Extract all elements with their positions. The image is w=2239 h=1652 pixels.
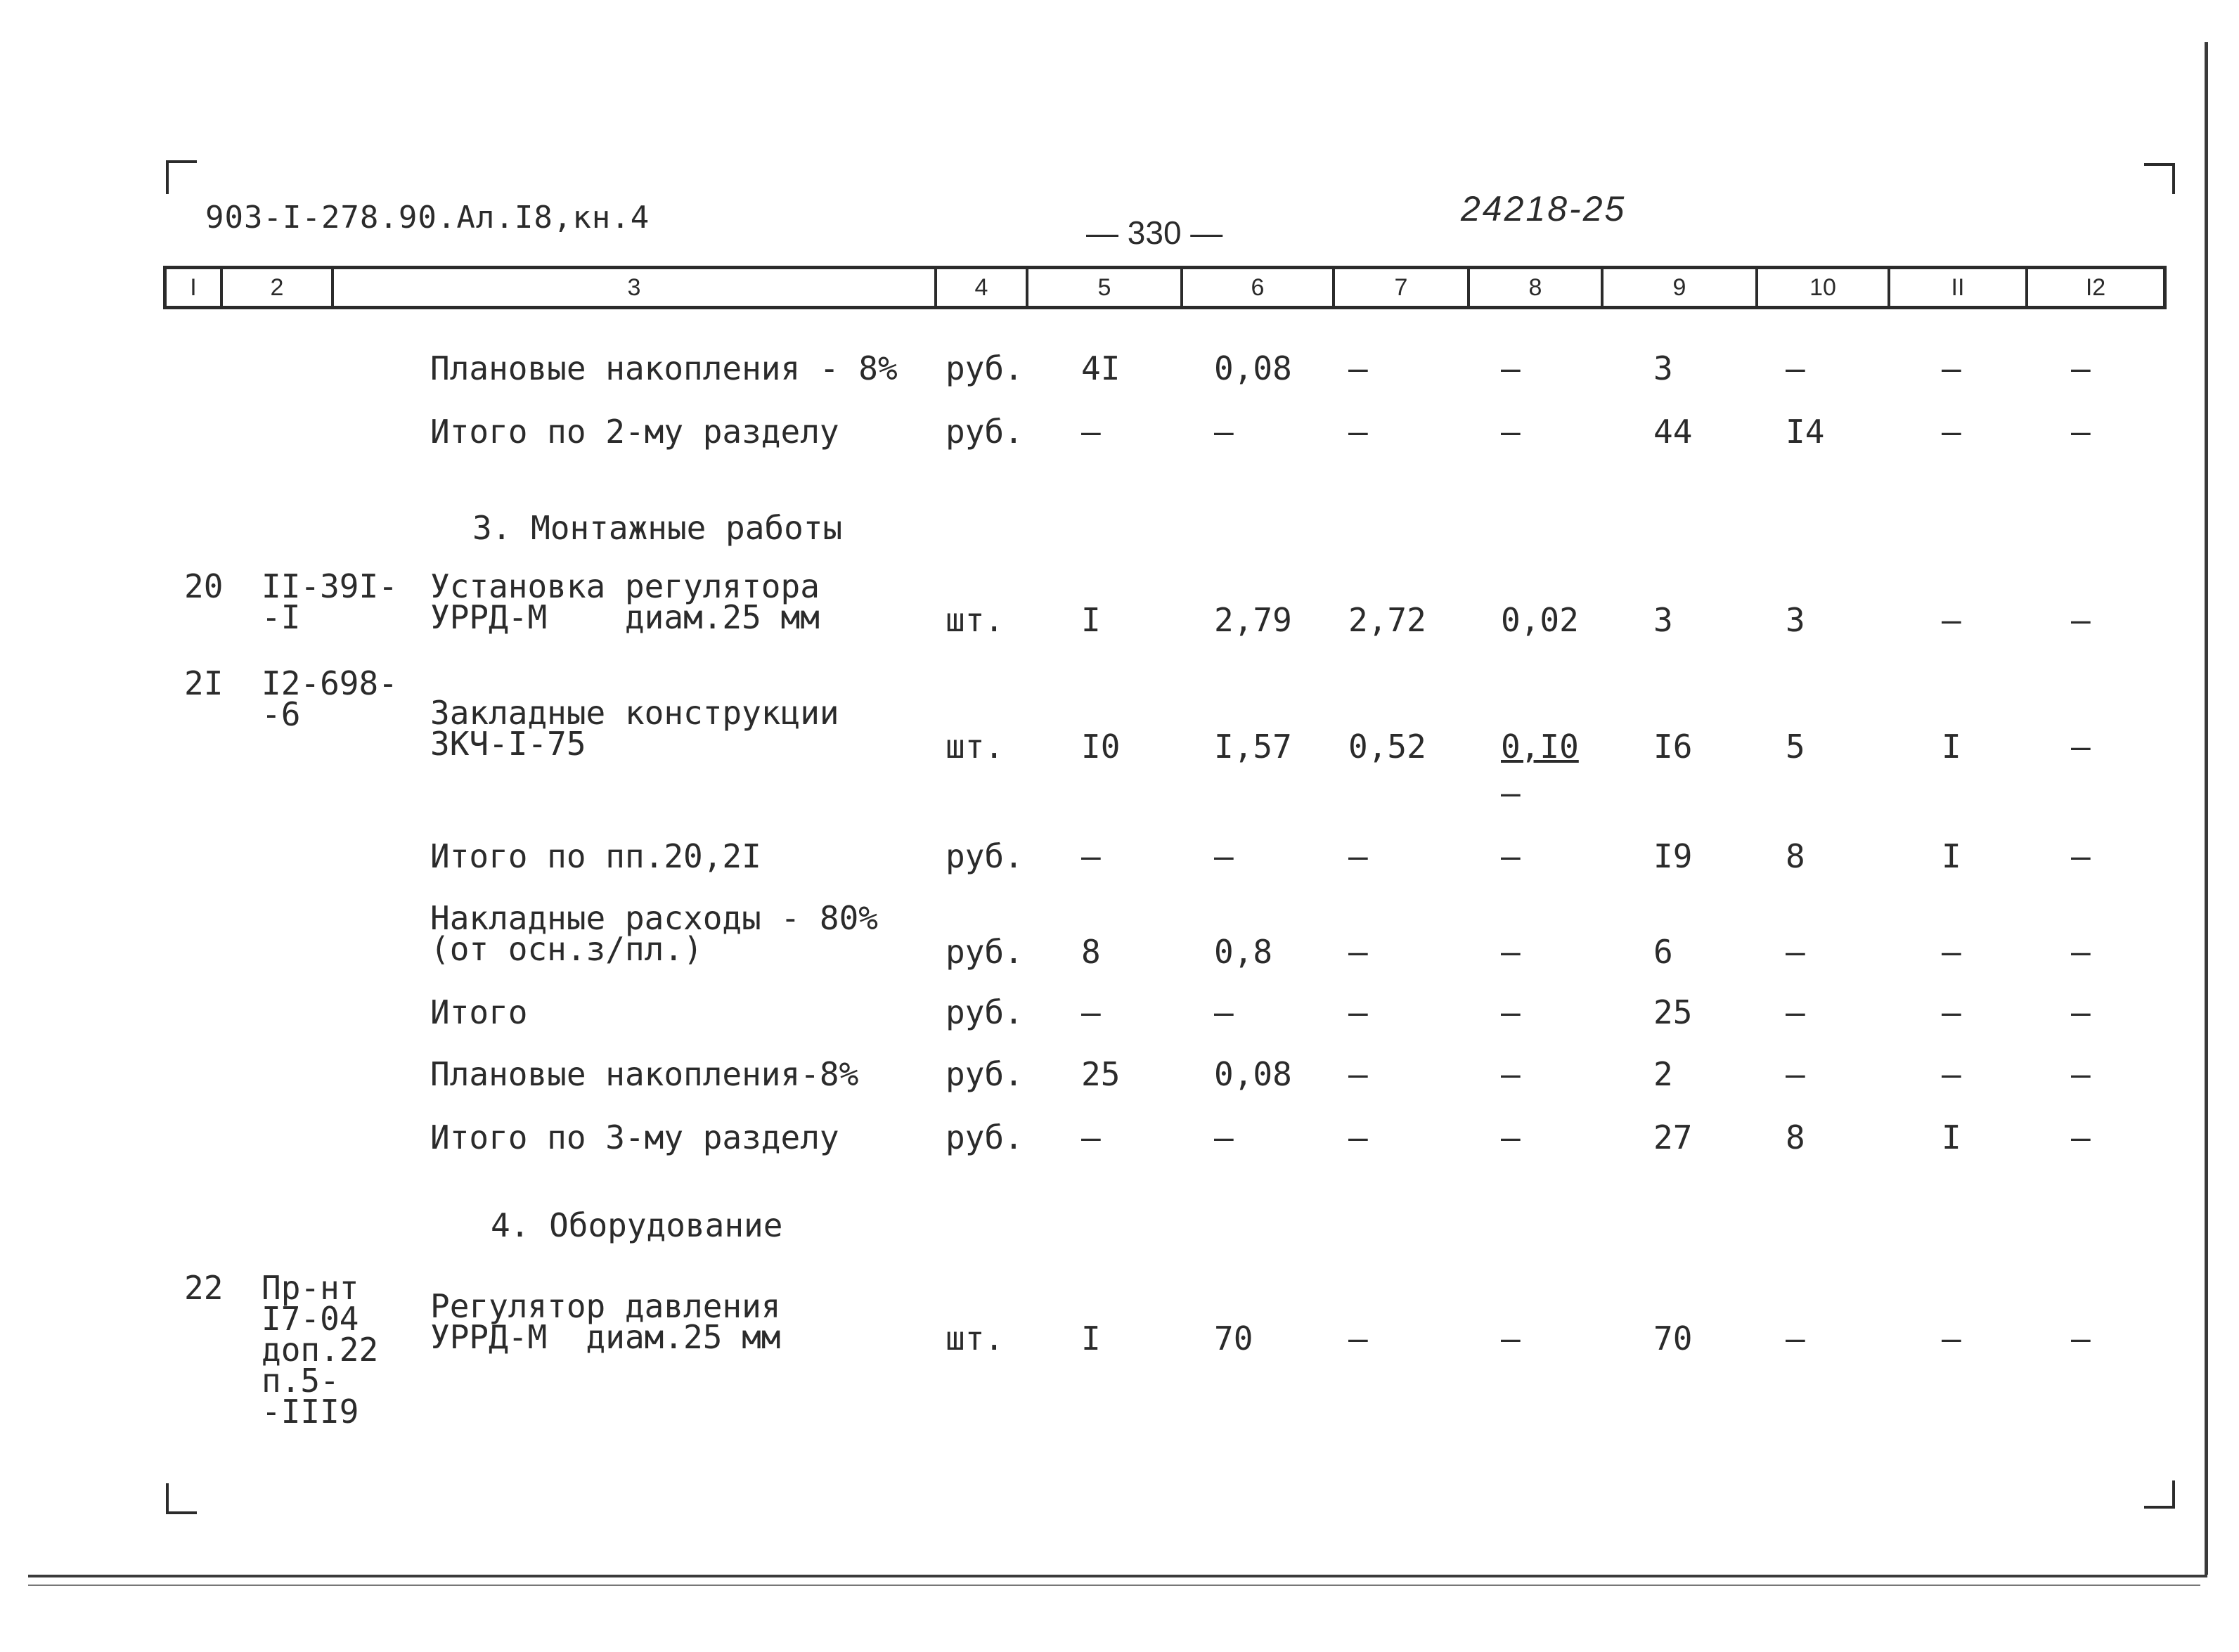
row-col8: –: [1501, 1118, 1521, 1156]
row-unit: руб.: [946, 413, 1024, 451]
row-col8-subvalue: –: [1501, 774, 1521, 812]
column-number-header: [163, 266, 2167, 309]
row-description: Плановые накопления-8%: [430, 1055, 859, 1093]
row-col10: –: [1786, 349, 1805, 387]
row-col6: –: [1214, 413, 1234, 451]
row-code: II-39I- -I: [262, 567, 398, 636]
column-header: I: [167, 269, 223, 306]
row-col11: I: [1942, 1118, 1961, 1156]
row-col12: –: [2071, 1055, 2091, 1093]
row-col12: –: [2071, 601, 2091, 639]
row-col6: 70: [1214, 1319, 1253, 1357]
row-col5: –: [1081, 413, 1101, 451]
row-description: Закладные конструкции ЗКЧ-I-75: [430, 694, 839, 763]
section-title-installation: 3. Монтажные работы: [472, 509, 843, 547]
row-col10: 8: [1786, 1118, 1805, 1156]
page-number: — 330 —: [1086, 214, 1223, 251]
row-col9: 3: [1653, 349, 1673, 387]
row-col9: 27: [1653, 1118, 1693, 1156]
row-description: Итого: [430, 993, 528, 1031]
inventory-number: 24218-25: [1461, 189, 1627, 228]
row-description: Регулятор давления УРРД-М диам.25 мм: [430, 1287, 781, 1356]
row-col6: 0,8: [1214, 933, 1273, 971]
row-unit: шт.: [946, 1319, 1005, 1357]
column-header: I2: [2085, 273, 2106, 301]
row-unit: шт.: [946, 601, 1005, 639]
row-code: I2-698- -6: [262, 664, 398, 733]
corner-mark-top-right: [2144, 163, 2175, 194]
row-col10: 8: [1786, 837, 1805, 875]
row-col5: 4I: [1081, 349, 1121, 387]
row-col12: –: [2071, 933, 2091, 971]
column-header: II: [1890, 269, 2028, 306]
row-col8: –: [1501, 1319, 1521, 1357]
row-col8: –: [1501, 933, 1521, 971]
row-col11: –: [1942, 349, 1961, 387]
corner-mark-bottom-right: [2144, 1480, 2175, 1509]
row-unit: руб.: [946, 933, 1024, 971]
row-col9: 44: [1653, 413, 1693, 451]
row-col9: 3: [1653, 601, 1673, 639]
row-col11: –: [1942, 601, 1961, 639]
row-col7: 0,52: [1348, 728, 1426, 766]
row-number: 2I: [184, 664, 224, 702]
row-col10: 5: [1786, 728, 1805, 766]
row-col11: –: [1942, 933, 1961, 971]
column-header: 7: [1335, 269, 1470, 306]
row-col11: I: [1942, 837, 1961, 875]
row-col5: I: [1081, 601, 1101, 639]
row-description: Накладные расходы - 80% (от осн.з/пл.): [430, 899, 878, 968]
row-col12: –: [2071, 1118, 2091, 1156]
corner-mark-bottom-left: [166, 1483, 197, 1514]
row-col9: I6: [1653, 728, 1693, 766]
row-col8: 0,02: [1501, 601, 1579, 639]
row-unit: шт.: [946, 728, 1005, 766]
row-col5: –: [1081, 1118, 1101, 1156]
row-col7: –: [1348, 413, 1368, 451]
row-col5: –: [1081, 837, 1101, 875]
row-col10: –: [1786, 1055, 1805, 1093]
row-col8: –: [1501, 837, 1521, 875]
row-col5: 8: [1081, 933, 1101, 971]
row-col5: –: [1081, 993, 1101, 1031]
row-col6: –: [1214, 837, 1234, 875]
row-col12: –: [2071, 837, 2091, 875]
column-header: 4: [937, 269, 1028, 306]
row-unit: руб.: [946, 1118, 1024, 1156]
row-col12: –: [2071, 413, 2091, 451]
row-unit: руб.: [946, 349, 1024, 387]
row-number: 20: [184, 567, 224, 605]
row-col9: 6: [1653, 933, 1673, 971]
row-col11: –: [1942, 993, 1961, 1031]
row-col7: –: [1348, 993, 1368, 1031]
row-col7: –: [1348, 837, 1368, 875]
row-col8: –: [1501, 993, 1521, 1031]
row-col5: I0: [1081, 728, 1121, 766]
page-edge-right: [2205, 42, 2208, 1575]
row-col12: –: [2071, 349, 2091, 387]
row-col6: 0,08: [1214, 1055, 1292, 1093]
document-code: 903-I-278.90.Ал.I8,кн.4: [205, 200, 650, 235]
section-title-equipment: 4. Оборудование: [491, 1206, 783, 1244]
column-header: 8: [1470, 269, 1604, 306]
row-col10: –: [1786, 933, 1805, 971]
row-col12: –: [2071, 728, 2091, 766]
row-col8: 0,I0: [1501, 728, 1579, 766]
row-col7: –: [1348, 933, 1368, 971]
row-code: Пр-нт I7-04 доп.22 п.5- -III9: [262, 1269, 379, 1431]
column-header: 10: [1758, 269, 1890, 306]
row-description: Итого по 2-му разделу: [430, 413, 839, 451]
row-description: Итого по 3-му разделу: [430, 1118, 839, 1156]
row-col6: 2,79: [1214, 601, 1292, 639]
corner-mark-top-left: [166, 160, 197, 194]
row-number: 22: [184, 1269, 224, 1307]
row-col10: 3: [1786, 601, 1805, 639]
column-header: 9: [1604, 269, 1758, 306]
row-unit: руб.: [946, 837, 1024, 875]
row-unit: руб.: [946, 1055, 1024, 1093]
row-col7: –: [1348, 349, 1368, 387]
row-col8: –: [1501, 1055, 1521, 1093]
row-col6: 0,08: [1214, 349, 1292, 387]
row-col8: –: [1501, 413, 1521, 451]
row-col9: 70: [1653, 1319, 1693, 1357]
row-col10: –: [1786, 1319, 1805, 1357]
row-col6: I,57: [1214, 728, 1292, 766]
row-col5: 25: [1081, 1055, 1121, 1093]
page-edge-bottom: [28, 1575, 2207, 1577]
row-col12: –: [2071, 993, 2091, 1031]
row-col6: –: [1214, 993, 1234, 1031]
row-col9: 2: [1653, 1055, 1673, 1093]
row-col9: 25: [1653, 993, 1693, 1031]
row-col6: –: [1214, 1118, 1234, 1156]
row-col7: 2,72: [1348, 601, 1426, 639]
row-col10: I4: [1786, 413, 1825, 451]
row-col9: I9: [1653, 837, 1693, 875]
row-col5: I: [1081, 1319, 1101, 1357]
column-header: 3: [334, 269, 937, 306]
row-col7: –: [1348, 1118, 1368, 1156]
row-col7: –: [1348, 1055, 1368, 1093]
row-col12: –: [2071, 1319, 2091, 1357]
row-col11: –: [1942, 1055, 1961, 1093]
row-col7: –: [1348, 1319, 1368, 1357]
column-header: 2: [223, 269, 334, 306]
row-col11: –: [1942, 413, 1961, 451]
row-col11: –: [1942, 1319, 1961, 1357]
row-unit: руб.: [946, 993, 1024, 1031]
row-col10: –: [1786, 993, 1805, 1031]
row-col11: I: [1942, 728, 1961, 766]
row-col8: –: [1501, 349, 1521, 387]
page-edge-bottom-shadow: [28, 1585, 2200, 1586]
row-description: Плановые накопления - 8%: [430, 349, 898, 387]
row-description: Итого по пп.20,2I: [430, 837, 761, 875]
column-header: 6: [1183, 269, 1335, 306]
row-description: Установка регулятора УРРД-М диам.25 мм: [430, 567, 820, 636]
column-header: 5: [1028, 269, 1183, 306]
